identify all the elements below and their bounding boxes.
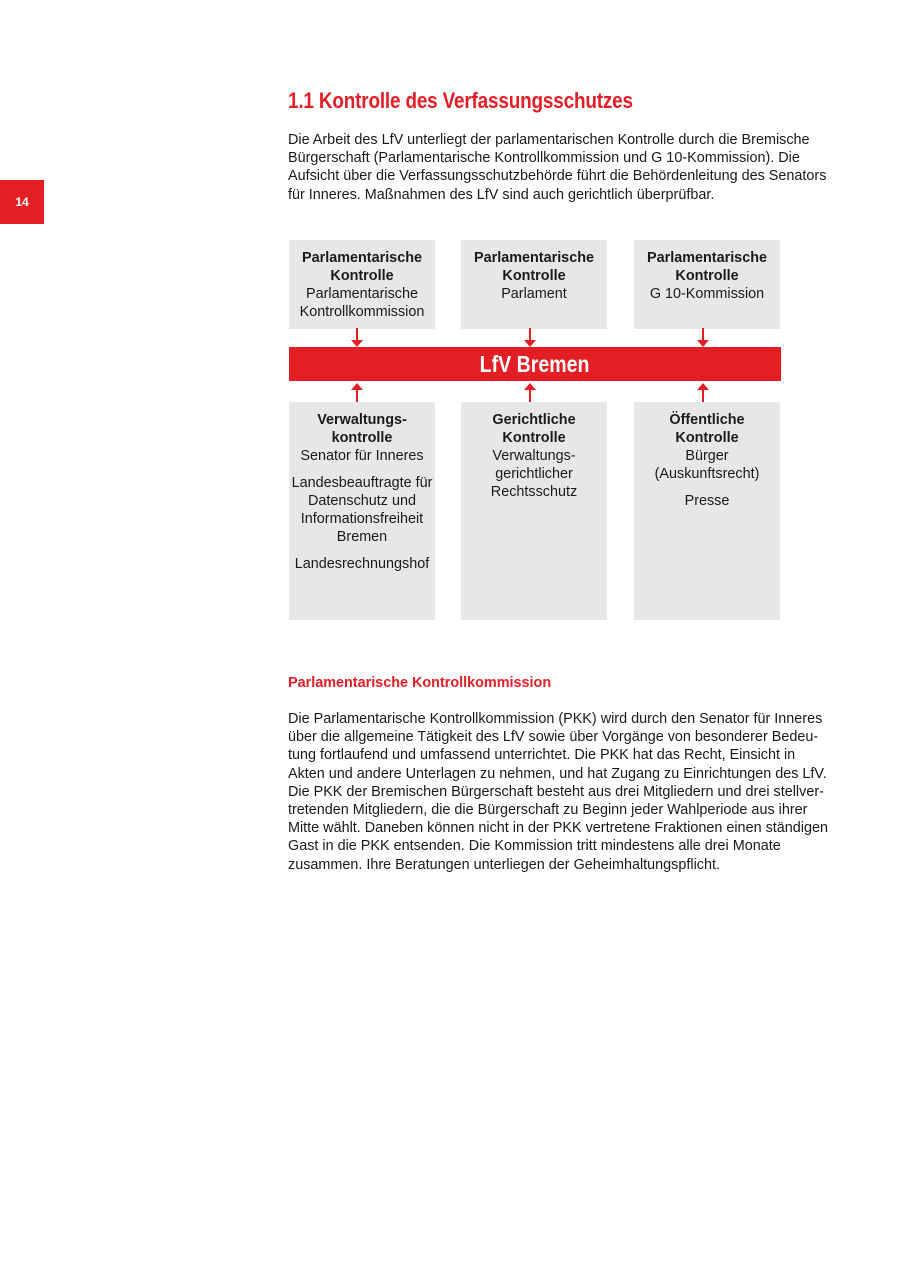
box-detail-line: Bürger bbox=[685, 448, 729, 464]
box-detail-line: Parlamentarische bbox=[306, 286, 418, 302]
intro-line: für Inneres. Maßnahmen des LfV sind auch gerichtlich überprüfbar. bbox=[288, 186, 715, 203]
box-detail-line: Parlament bbox=[501, 286, 567, 302]
box-parlamentarische-kontrolle-pkk bbox=[289, 240, 435, 329]
arrow-up-icon bbox=[523, 382, 537, 402]
box-detail-line: Senator für Inneres bbox=[300, 448, 424, 464]
box-title-line: Gerichtliche bbox=[492, 412, 576, 428]
box-title-line: Parlamentarische bbox=[302, 250, 422, 266]
pkk-line: Mitte wählt. Daneben können nicht in der PKK vertretene Fraktionen einen ständigen bbox=[288, 820, 828, 837]
box-title-line: kontrolle bbox=[331, 430, 393, 446]
intro-line: Aufsicht über die Verfassungsschutzbehörde führt die Behördenleitung des Senators bbox=[288, 168, 827, 185]
box-parlamentarische-kontrolle-parlament bbox=[461, 240, 607, 329]
page-number: 14 bbox=[15, 195, 29, 209]
box-detail-line: Bremen bbox=[336, 529, 388, 545]
pkk-line: tretenden Mitgliedern, die die Bürgerschaft zu Beginn jeder Wahlperiode aus ihrer bbox=[288, 802, 808, 819]
box-detail-line: gerichtlicher bbox=[495, 466, 573, 482]
box-title-line: Kontrolle bbox=[502, 268, 566, 284]
arrow-up-icon bbox=[696, 382, 710, 402]
box-detail-line: G 10-Kommission bbox=[649, 286, 765, 302]
page-number-tab bbox=[0, 180, 44, 224]
lfv-bremen-label: LfV Bremen bbox=[480, 350, 590, 377]
box-detail-line: Landesrechnungshof bbox=[294, 556, 430, 572]
arrow-down-icon bbox=[696, 328, 710, 348]
box-title-line: Parlamentarische bbox=[474, 250, 594, 266]
arrow-down-icon bbox=[523, 328, 537, 348]
pkk-line: tung fortlaufend und umfassend unterrichtet. Die PKK hat das Recht, Einsicht in bbox=[288, 747, 796, 764]
arrow-up-icon bbox=[350, 382, 364, 402]
arrow-down-icon bbox=[350, 328, 364, 348]
box-detail-line: Rechtsschutz bbox=[490, 484, 578, 500]
box-title-line: Kontrolle bbox=[675, 268, 739, 284]
pkk-line: Die PKK der Bremischen Bürgerschaft besteht aus drei Mitgliedern und drei stellver- bbox=[288, 783, 824, 800]
pkk-line: Akten und andere Unterlagen zu nehmen, und hat Zugang zu Einrichtungen des LfV. bbox=[288, 765, 827, 782]
box-title-line: Öffentliche bbox=[669, 412, 745, 428]
pkk-line: zusammen. Ihre Beratungen unterliegen der Geheimhaltungspflicht. bbox=[288, 856, 720, 873]
box-parlamentarische-kontrolle-g10 bbox=[634, 240, 780, 329]
box-detail-line: Landesbeauftragte für bbox=[291, 475, 433, 491]
box-title-line: Verwaltungs- bbox=[317, 412, 407, 428]
intro-paragraph bbox=[288, 131, 833, 204]
intro-line: Bürgerschaft (Parlamentarische Kontrollkommission und G 10-Kommission). Die bbox=[288, 150, 800, 167]
box-gerichtliche-kontrolle bbox=[461, 402, 607, 620]
box-title-line: Kontrolle bbox=[675, 430, 739, 446]
pkk-line: Die Parlamentarische Kontrollkommission (PKK) wird durch den Senator für Inneres bbox=[288, 711, 823, 727]
section-title: 1.1 Kontrolle des Verfassungsschutzes bbox=[288, 88, 633, 113]
intro-line: Die Arbeit des LfV unterliegt der parlamentarischen Kontrolle durch die Bremische bbox=[288, 132, 810, 148]
box-oeffentliche-kontrolle bbox=[634, 402, 780, 620]
box-title-line: Parlamentarische bbox=[647, 250, 767, 266]
box-title-line: Kontrolle bbox=[330, 268, 394, 284]
box-detail-line: Kontrollkommission bbox=[299, 304, 425, 320]
box-verwaltungskontrolle bbox=[289, 402, 435, 620]
box-detail-line: Informationsfreiheit bbox=[300, 511, 424, 527]
pkk-line: Gast in die PKK entsenden. Die Kommission tritt mindestens alle drei Monate bbox=[288, 838, 781, 855]
pkk-heading: Parlamentarische Kontrollkommission bbox=[288, 675, 552, 691]
box-detail-line: Datenschutz und bbox=[307, 493, 416, 509]
lfv-bremen-band bbox=[289, 347, 781, 381]
box-title-line: Kontrolle bbox=[502, 430, 566, 446]
box-detail-line: Presse bbox=[684, 493, 730, 509]
pkk-line: über die allgemeine Tätigkeit des LfV sowie über Vorgänge von besonderer Bedeu- bbox=[288, 729, 819, 746]
box-detail-line: Verwaltungs- bbox=[492, 448, 576, 464]
pkk-paragraph bbox=[288, 710, 833, 874]
box-detail-line: (Auskunftsrecht) bbox=[654, 466, 760, 482]
